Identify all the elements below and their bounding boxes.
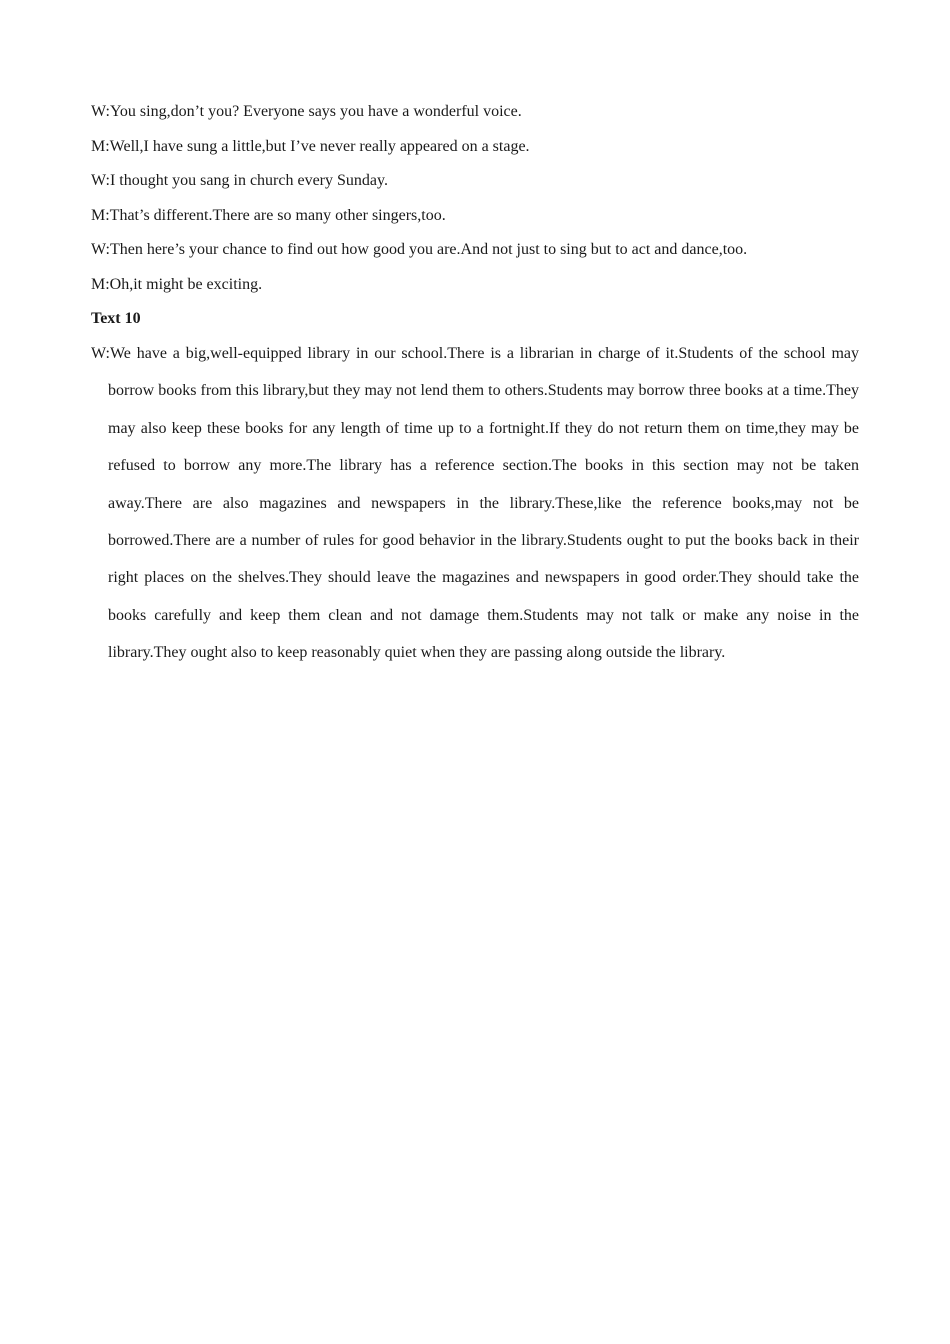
dialogue-line: M:Oh,it might be exciting.: [91, 275, 263, 293]
dialogue-line: W:I thought you sang in church every Sunday.: [91, 172, 388, 189]
section-paragraph: W:We have a big,well-equipped library in our school.There is a librarian in charge of it.Students of the school may borrow books from this library,but they may not lend them to others.Students may borrow three books at a time.They may also keep these books for any length of time up to a fortnight.If they do not return them on time,they may be refused to borrow any more.The library has a reference section.The books in this section may not be taken away.There are also magazines and newspapers in the library.These,like the reference books,may not be borrowed.There are a number of rules for good behavior in the library.Students ought to put the books back in their right places on the shelves.They should leave the magazines and newspapers in good order.They should take the books carefully and keep them clean and not damage them.Students may not talk or make any noise in the library.They ought also to keep reasonably quiet when they are passing along outside the library.: [91, 345, 859, 662]
document-page: [91, 100, 859, 672]
dialogue-line: M:Well,I have sung a little,but I’ve never really appeared on a stage.: [91, 137, 530, 155]
dialogue-line: M:That’s different.There are so many other singers,too.: [91, 206, 446, 224]
dialogue-line: W:You sing,don’t you? Everyone says you have a wonderful voice.: [91, 103, 522, 120]
section-heading: Text 10: [91, 310, 141, 327]
dialogue-line: W:Then here’s your chance to find out how good you are.And not just to sing but to act and dance,too.: [91, 241, 748, 258]
